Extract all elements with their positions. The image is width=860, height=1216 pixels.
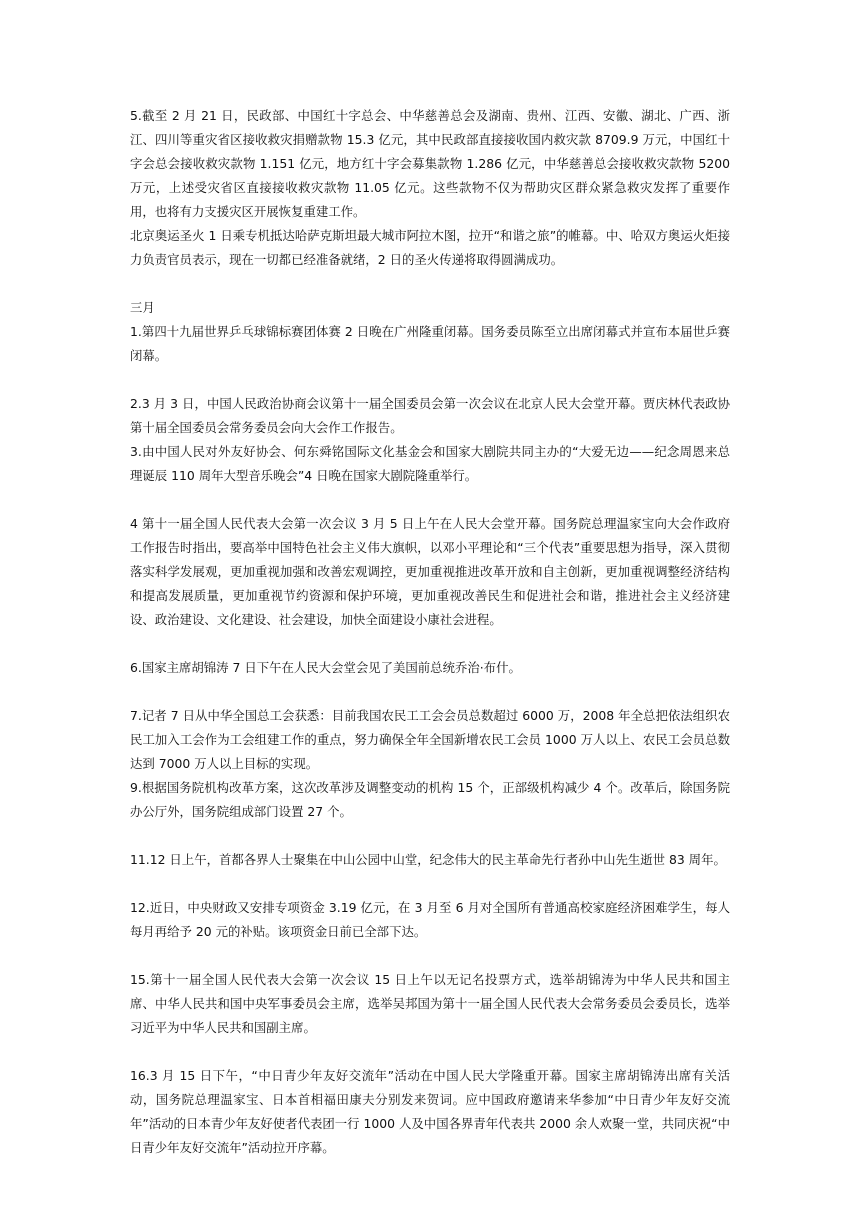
paragraph-gap	[130, 680, 730, 704]
paragraph-item-6: 6.国家主席胡锦涛 7 日下午在人民大会堂会见了美国前总统乔治·布什。	[130, 660, 521, 675]
paragraph-gap	[130, 824, 730, 848]
paragraph-gap	[130, 1040, 730, 1064]
document-page	[130, 104, 730, 1160]
paragraph-gap	[130, 272, 730, 296]
paragraph-item-7: 7.记者 7 日从中华全国总工会获悉：目前我国农民工工会会员总数超过 6000 万，2008 年全总把依法组织农民工加入工会作为工会组建工作的重点，努力确保全年全国新增农民工会员 1000 万人以上、农民工会员总数达到 7000 万人以上目标的实现。	[130, 708, 730, 771]
paragraph-item-4: 4 第十一届全国人民代表大会第一次会议 3 月 5 日上午在人民大会堂开幕。国务院总理温家宝向大会作政府工作报告时指出，要高举中国特色社会主义伟大旗帜，以邓小平理论和“三个代表”重要思想为指导，深入贯彻落实科学发展观，更加重视加强和改善宏观调控，更加重视推进改革开放和自主创新，更加重视调整经济结构和提高发展质量，更加重视节约资源和保护环境，更加重视改善民生和促进社会和谐，推进社会主义经济建设、政治建设、文化建设、社会建设，加快全面建设小康社会进程。	[130, 516, 730, 627]
paragraph-item-3: 3.由中国人民对外友好协会、何东舜铭国际文化基金会和国家大剧院共同主办的“大爱无边——纪念周恩来总理诞辰 110 周年大型音乐晚会”4 日晚在国家大剧院隆重举行。	[130, 444, 730, 483]
section-heading-march: 三月	[130, 300, 155, 315]
paragraph-item-15: 15.第十一届全国人民代表大会第一次会议 15 日上午以无记名投票方式，选举胡锦涛为中华人民共和国主席、中华人民共和国中央军事委员会主席，选举吴邦国为第十一届全国人民代表大会常务委员会委员长，选举习近平为中华人民共和国副主席。	[130, 972, 730, 1035]
paragraph-item-2: 2.3 月 3 日，中国人民政治协商会议第十一届全国委员会第一次会议在北京人民大会堂开幕。贾庆林代表政协第十届全国委员会常务委员会向大会作工作报告。	[130, 396, 730, 435]
paragraph-gap	[130, 488, 730, 512]
paragraph-item-1: 1.第四十九届世界乒乓球锦标赛团体赛 2 日晚在广州隆重闭幕。国务委员陈至立出席闭幕式并宣布本届世乒赛闭幕。	[130, 324, 730, 363]
paragraph-olympic-torch: 北京奥运圣火 1 日乘专机抵达哈萨克斯坦最大城市阿拉木图，拉开“和谐之旅”的帷幕。中、哈双方奥运火炬接力负责官员表示，现在一切都已经准备就绪，2 日的圣火传递将取得圆满成功。	[130, 228, 730, 267]
paragraph-item-11: 11.12 日上午，首都各界人士聚集在中山公园中山堂，纪念伟大的民主革命先行者孙中山先生逝世 83 周年。	[130, 852, 726, 867]
paragraph-item-9: 9.根据国务院机构改革方案，这次改革涉及调整变动的机构 15 个，正部级机构减少 4 个。改革后，除国务院办公厅外，国务院组成部门设置 27 个。	[130, 780, 730, 819]
paragraph-item-5: 5.截至 2 月 21 日，民政部、中国红十字总会、中华慈善总会及湖南、贵州、江西、安徽、湖北、广西、浙江、四川等重灾省区接收救灾捐赠款物 15.3 亿元，其中民政部直接接收国内救灾款 8709.9 万元，中国红十字会总会接收救灾款物 1.151 亿元，地方红十字会募集款物 1.286 亿元，中华慈善总会接收救灾款物 5200 万元，上述受灾省区直接接收救灾款物 11.05 亿元。这些款物不仅为帮助灾区群众紧急救灾发挥了重要作用，也将有力支援灾区开展恢复重建工作。	[130, 108, 730, 219]
paragraph-gap	[130, 632, 730, 656]
paragraph-gap	[130, 368, 730, 392]
paragraph-gap	[130, 872, 730, 896]
paragraph-item-16: 16.3 月 15 日下午，“中日青少年友好交流年”活动在中国人民大学隆重开幕。国家主席胡锦涛出席有关活动，国务院总理温家宝、日本首相福田康夫分别发来贺词。应中国政府邀请来华参加“中日青少年友好交流年”活动的日本青少年友好使者代表团一行 1000 人及中国各界青年代表共 2000 余人欢聚一堂，共同庆祝“中日青少年友好交流年”活动拉开序幕。	[130, 1068, 730, 1155]
paragraph-gap	[130, 944, 730, 968]
paragraph-item-12: 12.近日，中央财政又安排专项资金 3.19 亿元，在 3 月至 6 月对全国所有普通高校家庭经济困难学生，每人每月再给予 20 元的补贴。该项资金日前已全部下达。	[130, 900, 730, 939]
